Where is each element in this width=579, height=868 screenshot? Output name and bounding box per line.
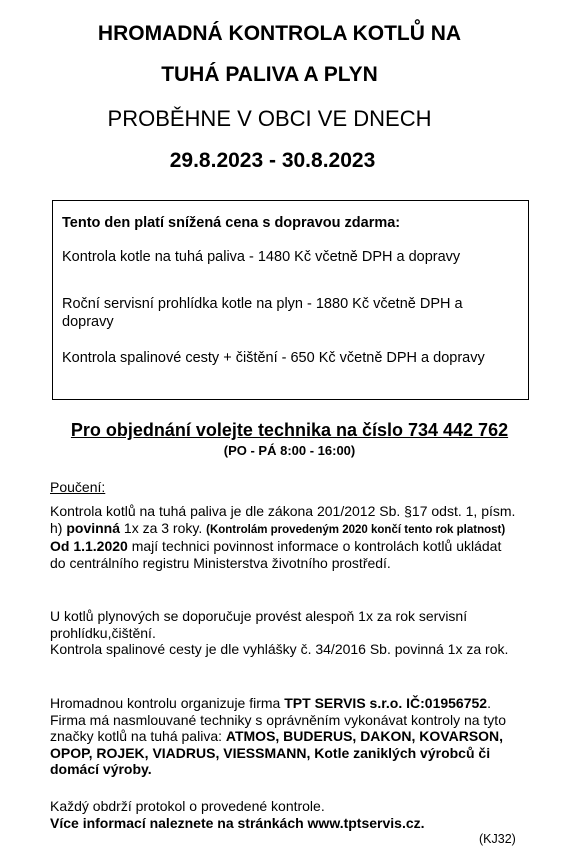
p1-mandatory: povinná <box>66 519 121 536</box>
company-name: TPT SERVIS s.r.o. IČ:01956752 <box>284 695 488 711</box>
p2-flue-text: Kontrola spalinové cesty je dle vyhlášky č. 34/2016 Sb. povinná 1x za rok. <box>50 641 509 657</box>
info-paragraph-organizer <box>50 695 520 778</box>
p1-registry-text: mají technici povinnost informace o kontrolách kotlů ukládat do centrálního registru Ministerstva životního prostředí. <box>50 538 502 571</box>
order-phone: Pro objednání volejte technika na číslo 734 442 762 <box>70 420 509 440</box>
dates: 29.8.2023 - 30.8.2023 <box>169 149 376 172</box>
p3-brands-intro: Firma má nasmlouvané techniky s oprávněním vykonávat kontroly na tyto značky kotlů na tuhá paliva: <box>50 711 506 744</box>
p2-gas-text: U kotlů plynových se doporučuje provést alespoň 1x za rok servisní prohlídku,čištění. <box>50 608 468 641</box>
p1-text: Kontrola kotlů na tuhá paliva je dle zákona 201/2012 Sb. §17 odst. 1, písm. h) <box>50 503 516 536</box>
price-item-solid-fuel: Kontrola kotle na tuhá paliva - 1480 Kč včetně DPH a dopravy <box>62 249 461 265</box>
website-text: Více informací naleznete na stránkách www.tptservis.cz. <box>50 814 425 831</box>
subtitle: PROBĚHNE V OBCI VE DNECH <box>107 106 432 131</box>
p3-text: Hromadnou kontrolu organizuje firma <box>50 695 285 711</box>
boiler-brands: ATMOS, BUDERUS, DAKON, KOVARSON, OPOP, ROJEK, VIADRUS, VIESSMANN, Kotle zaniklých výrobců či domácí výroby. <box>50 728 504 777</box>
info-heading: Poučení: <box>50 479 106 495</box>
info-paragraph-solid-fuel <box>50 503 520 571</box>
price-box <box>52 200 529 400</box>
price-box-heading: Tento den platí snížená cena s dopravou zdarma: <box>62 215 401 231</box>
info-paragraph-contact <box>50 798 520 831</box>
p1-frequency: 1x za 3 roky. <box>120 519 207 536</box>
document-code: (KJ32) <box>479 832 516 846</box>
p1-date: Od 1.1.2020 <box>50 538 128 554</box>
info-paragraph-gas <box>50 608 520 658</box>
p3-period: . <box>487 695 491 711</box>
title-line-1: HROMADNÁ KONTROLA KOTLŮ NA <box>97 22 462 45</box>
p1-validity-note: (Kontrolám provedeným 2020 končí tento rok platnost) <box>206 523 506 536</box>
order-hours: (PO - PÁ 8:00 - 16:00) <box>223 443 356 458</box>
protocol-text: Každý obdrží protokol o provedené kontrole. <box>50 798 325 814</box>
price-item-flue: Kontrola spalinové cesty + čištění - 650 Kč včetně DPH a dopravy <box>62 350 485 366</box>
title-line-2: TUHÁ PALIVA A PLYN <box>161 63 378 86</box>
price-item-gas: Roční servisní prohlídka kotle na plyn - 1880 Kč včetně DPH a dopravy <box>62 296 463 330</box>
